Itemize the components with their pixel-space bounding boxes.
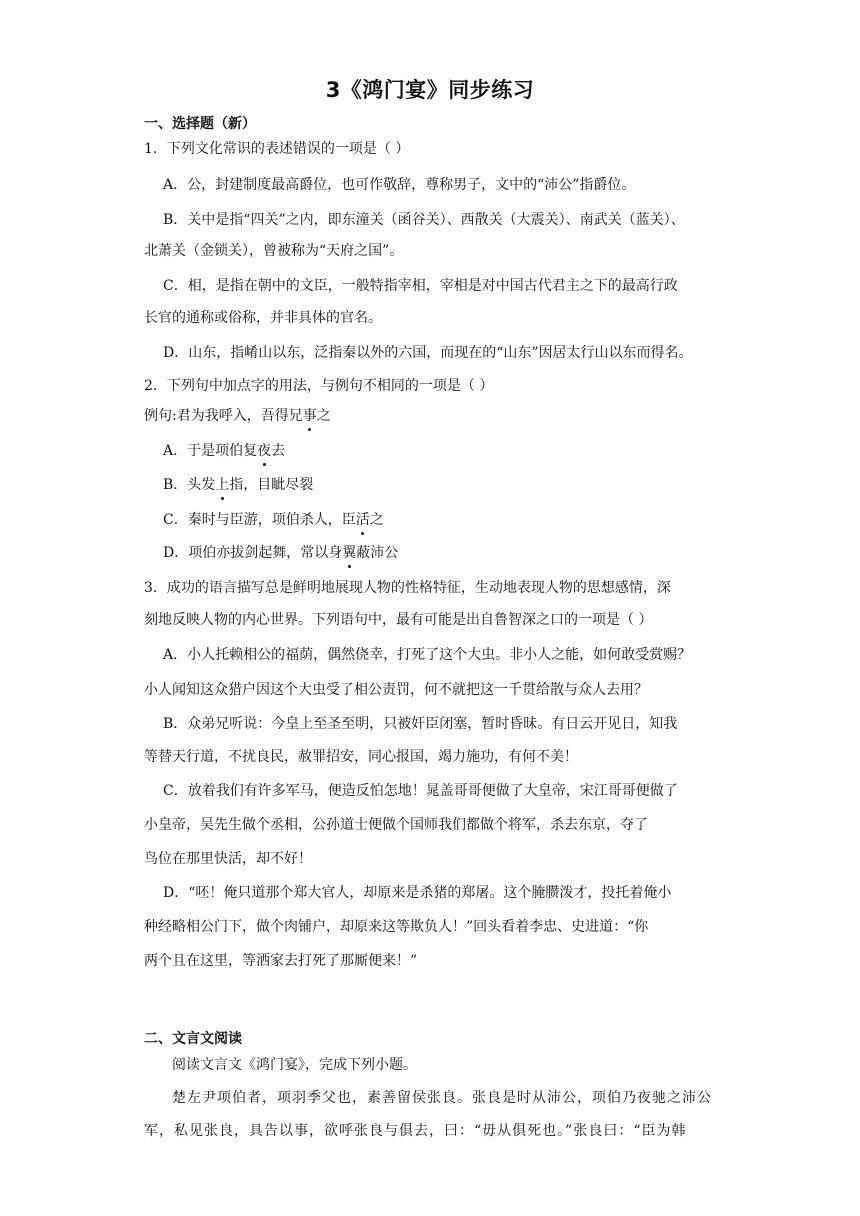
option-text-end: 蔽沛公	[356, 545, 399, 561]
question-1-option-b: B．关中是指“四关”之内，即东潼关（函谷关）、西散关（大震关）、南武关（蓝关）、	[163, 212, 685, 228]
dotted-char: 活	[355, 512, 370, 528]
dotted-char: 夜	[257, 443, 272, 459]
section-heading-reading: 二、文言文阅读	[144, 1031, 242, 1047]
question-1-option-a: A．公，封建制度最高爵位，也可作敬辞，尊称男子，文中的“沛公”指爵位。	[163, 177, 636, 193]
reading-intro: 阅读文言文《鸿门宴》，完成下列小题。	[172, 1057, 417, 1073]
question-3-stem: 3．成功的语言描写总是鲜明地展现人物的性格特征，生动地表现人物的思想感情，深	[144, 580, 671, 596]
option-text-end: 之	[369, 512, 384, 528]
question-2-example	[144, 406, 331, 426]
option-text: B．头发	[163, 477, 216, 493]
reading-passage-line-1: 楚左尹项伯者，项羽季父也，素善留侯张良。张良是时从沛公，项伯乃夜驰之沛公	[172, 1090, 712, 1106]
option-text-end: 指，目眦尽裂	[229, 477, 314, 493]
question-3-option-d: D．“呸！俺只道那个郑大官人，却原来是杀猪的郑屠。这个腌臜泼才，投托着俺小	[163, 885, 672, 901]
question-3-option-d-cont: 种经略相公门下，做个肉铺户，却原来这等欺负人！”回头看着李忠、史进道：“你	[144, 919, 649, 935]
option-text: C．秦时与臣游，项伯杀人，臣	[163, 512, 356, 528]
question-2-stem: 2．下列句中加点字的用法，与例句不相同的一项是（ ）	[144, 378, 494, 394]
question-3-option-d-cont2: 两个且在这里，等洒家去打死了那厮便来！”	[144, 953, 418, 969]
dotted-char: 事	[302, 408, 317, 424]
question-1-stem: 1．下列文化常识的表述错误的一项是（ ）	[144, 141, 410, 157]
question-3-option-b-cont: 等替天行道，不扰良民，赦罪招安，同心报国，竭力施功，有何不美！	[144, 749, 578, 765]
question-2-option-c	[163, 510, 384, 530]
example-text-end: 之	[316, 408, 331, 424]
question-3-option-a: A．小人托赖相公的福荫，偶然侥幸，打死了这个大虫。非小人之能，如何敢受赏赐？	[163, 647, 692, 663]
dotted-char: 翼	[342, 545, 357, 561]
question-3-option-a-cont: 小人闻知这众猎户因这个大虫受了相公责罚，何不就把这一千贯给散与众人去用？	[144, 682, 648, 698]
question-3-option-c: C．放着我们有许多军马，便造反怕怎地！晁盖哥哥便做了大皇帝，宋江哥哥便做了	[163, 783, 678, 799]
option-text: D．项伯亦拔剑起舞，常以身	[163, 545, 343, 561]
dotted-char: 上	[215, 477, 230, 493]
section-heading-choice: 一、选择题（新）	[144, 116, 256, 132]
question-2-option-b	[163, 475, 313, 495]
question-1-option-c-cont: 长官的通称或俗称，并非具体的官名。	[144, 310, 382, 326]
question-3-option-b: B．众弟兄听说：今皇上至圣至明，只被奸臣闭塞，暂时昏昧。有日云开见日，知我	[163, 716, 678, 732]
question-3-stem-cont: 刻地反映人物的内心世界。下列语句中，最有可能是出自鲁智深之口的一项是（ ）	[144, 612, 653, 628]
question-1-option-b-cont: 北萧关（金锁关），曾被称为“天府之国”。	[144, 243, 404, 259]
question-2-option-a	[163, 441, 285, 461]
option-text: A．于是项伯复	[163, 443, 258, 459]
example-text: 例句:君为我呼入，吾得兄	[144, 408, 303, 424]
question-2-option-d	[163, 543, 398, 563]
question-3-option-c-cont: 小皇帝，吴先生做个丞相，公孙道士便做个国师我们都做个将军，杀去东京，夺了	[144, 817, 648, 833]
question-1-option-c: C．相，是指在朝中的文臣，一般特指宰相，宰相是对中国古代君主之下的最高行政	[163, 278, 678, 294]
page-title: 3《鸿门宴》同步练习	[325, 78, 535, 102]
question-3-option-c-cont2: 鸟位在那里快活，却不好！	[144, 851, 312, 867]
option-text-end: 去	[271, 443, 286, 459]
question-1-option-d: D．山东，指崤山以东，泛指秦以外的六国，而现在的“山东”因居太行山以东而得名。	[163, 345, 693, 361]
reading-passage-line-2: 军，私见张良，具告以事，欲呼张良与俱去，曰：“毋从俱死也。”张良曰：“臣为韩	[144, 1123, 687, 1139]
